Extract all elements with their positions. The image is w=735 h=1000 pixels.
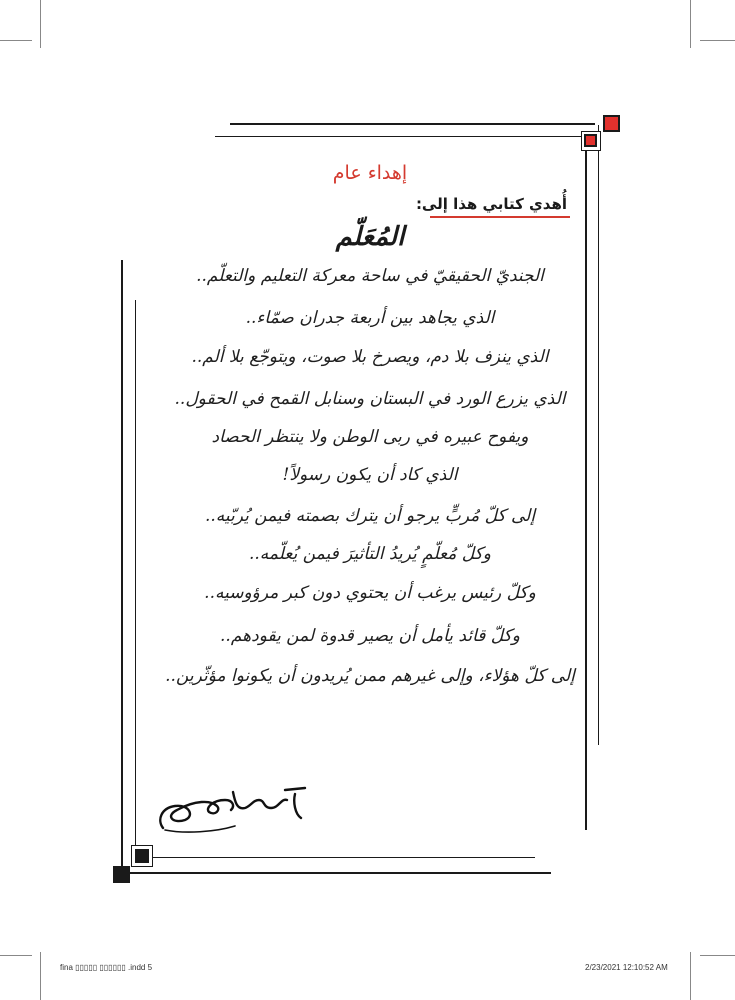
dedication-line: الذي يجاهد بين أربعة جدران صمّاء.. [245, 308, 495, 328]
corner-square-red [603, 115, 620, 132]
crop-mark [690, 952, 691, 1000]
frame-line-bottom-outer [121, 872, 551, 874]
dedication-intro: أُهدي كتابي هذا إلى: [415, 195, 567, 213]
dedication-heading: المُعَلّم [335, 222, 405, 252]
dedication-line: ويفوح عبيره في ربى الوطن ولا ينتظر الحصاد [211, 427, 529, 447]
dedication-line: وكلّ مُعلّمٍ يُريدُ التأثيرَ فيمن يُعلّمه.. [248, 544, 491, 564]
frame-line-left-inner [135, 300, 136, 860]
crop-mark [0, 955, 32, 956]
page-title: إهداء عام [332, 162, 408, 184]
frame-line-bottom [140, 857, 535, 858]
frame-line-left [121, 260, 123, 870]
crop-mark [700, 955, 735, 956]
frame-line-top-inner [215, 136, 590, 137]
slug-timestamp: 2/23/2021 12:10:52 AM [585, 963, 668, 972]
dedication-line: الذي يزرع الورد في البستان وسنابل القمح في الحقول.. [174, 389, 566, 409]
slug-filename: fina ▯▯▯▯▯ ▯▯▯▯▯▯ .indd 5 [60, 963, 153, 972]
corner-square-black [135, 849, 149, 863]
corner-square-red [584, 134, 597, 147]
subtitle-underline [430, 216, 570, 218]
frame-line-top [230, 123, 595, 125]
dedication-line: وكلّ رئيس يرغب أن يحتوي دون كبر مرؤوسيه.. [204, 583, 536, 603]
dedication-line: الجنديّ الحقيقيّ في ساحة معركة التعليم والتعلّم.. [196, 266, 544, 286]
crop-mark [0, 40, 32, 41]
dedication-line: الذي كاد أن يكون رسولاً! [282, 465, 458, 485]
crop-mark [40, 0, 41, 48]
crop-mark [40, 952, 41, 1000]
crop-mark [690, 0, 691, 48]
corner-square-black [113, 866, 130, 883]
dedication-line: إلى كلّ مُربٍّ يرجو أن يترك بصمته فيمن يُربّيه.. [204, 506, 536, 526]
dedication-line: وكلّ قائد يأمل أن يصير قدوة لمن يقودهم.. [220, 626, 520, 646]
dedication-line: الذي ينزف بلا دم، ويصرخ بلا صوت، ويتوجّع بلا ألم.. [191, 347, 549, 367]
dedication-line: إلى كلّ هؤلاء، وإلى غيرهم ممن يُريدون أن يكونوا مؤثّرين.. [165, 666, 575, 686]
crop-mark [700, 40, 735, 41]
handwritten-signature [155, 770, 315, 840]
